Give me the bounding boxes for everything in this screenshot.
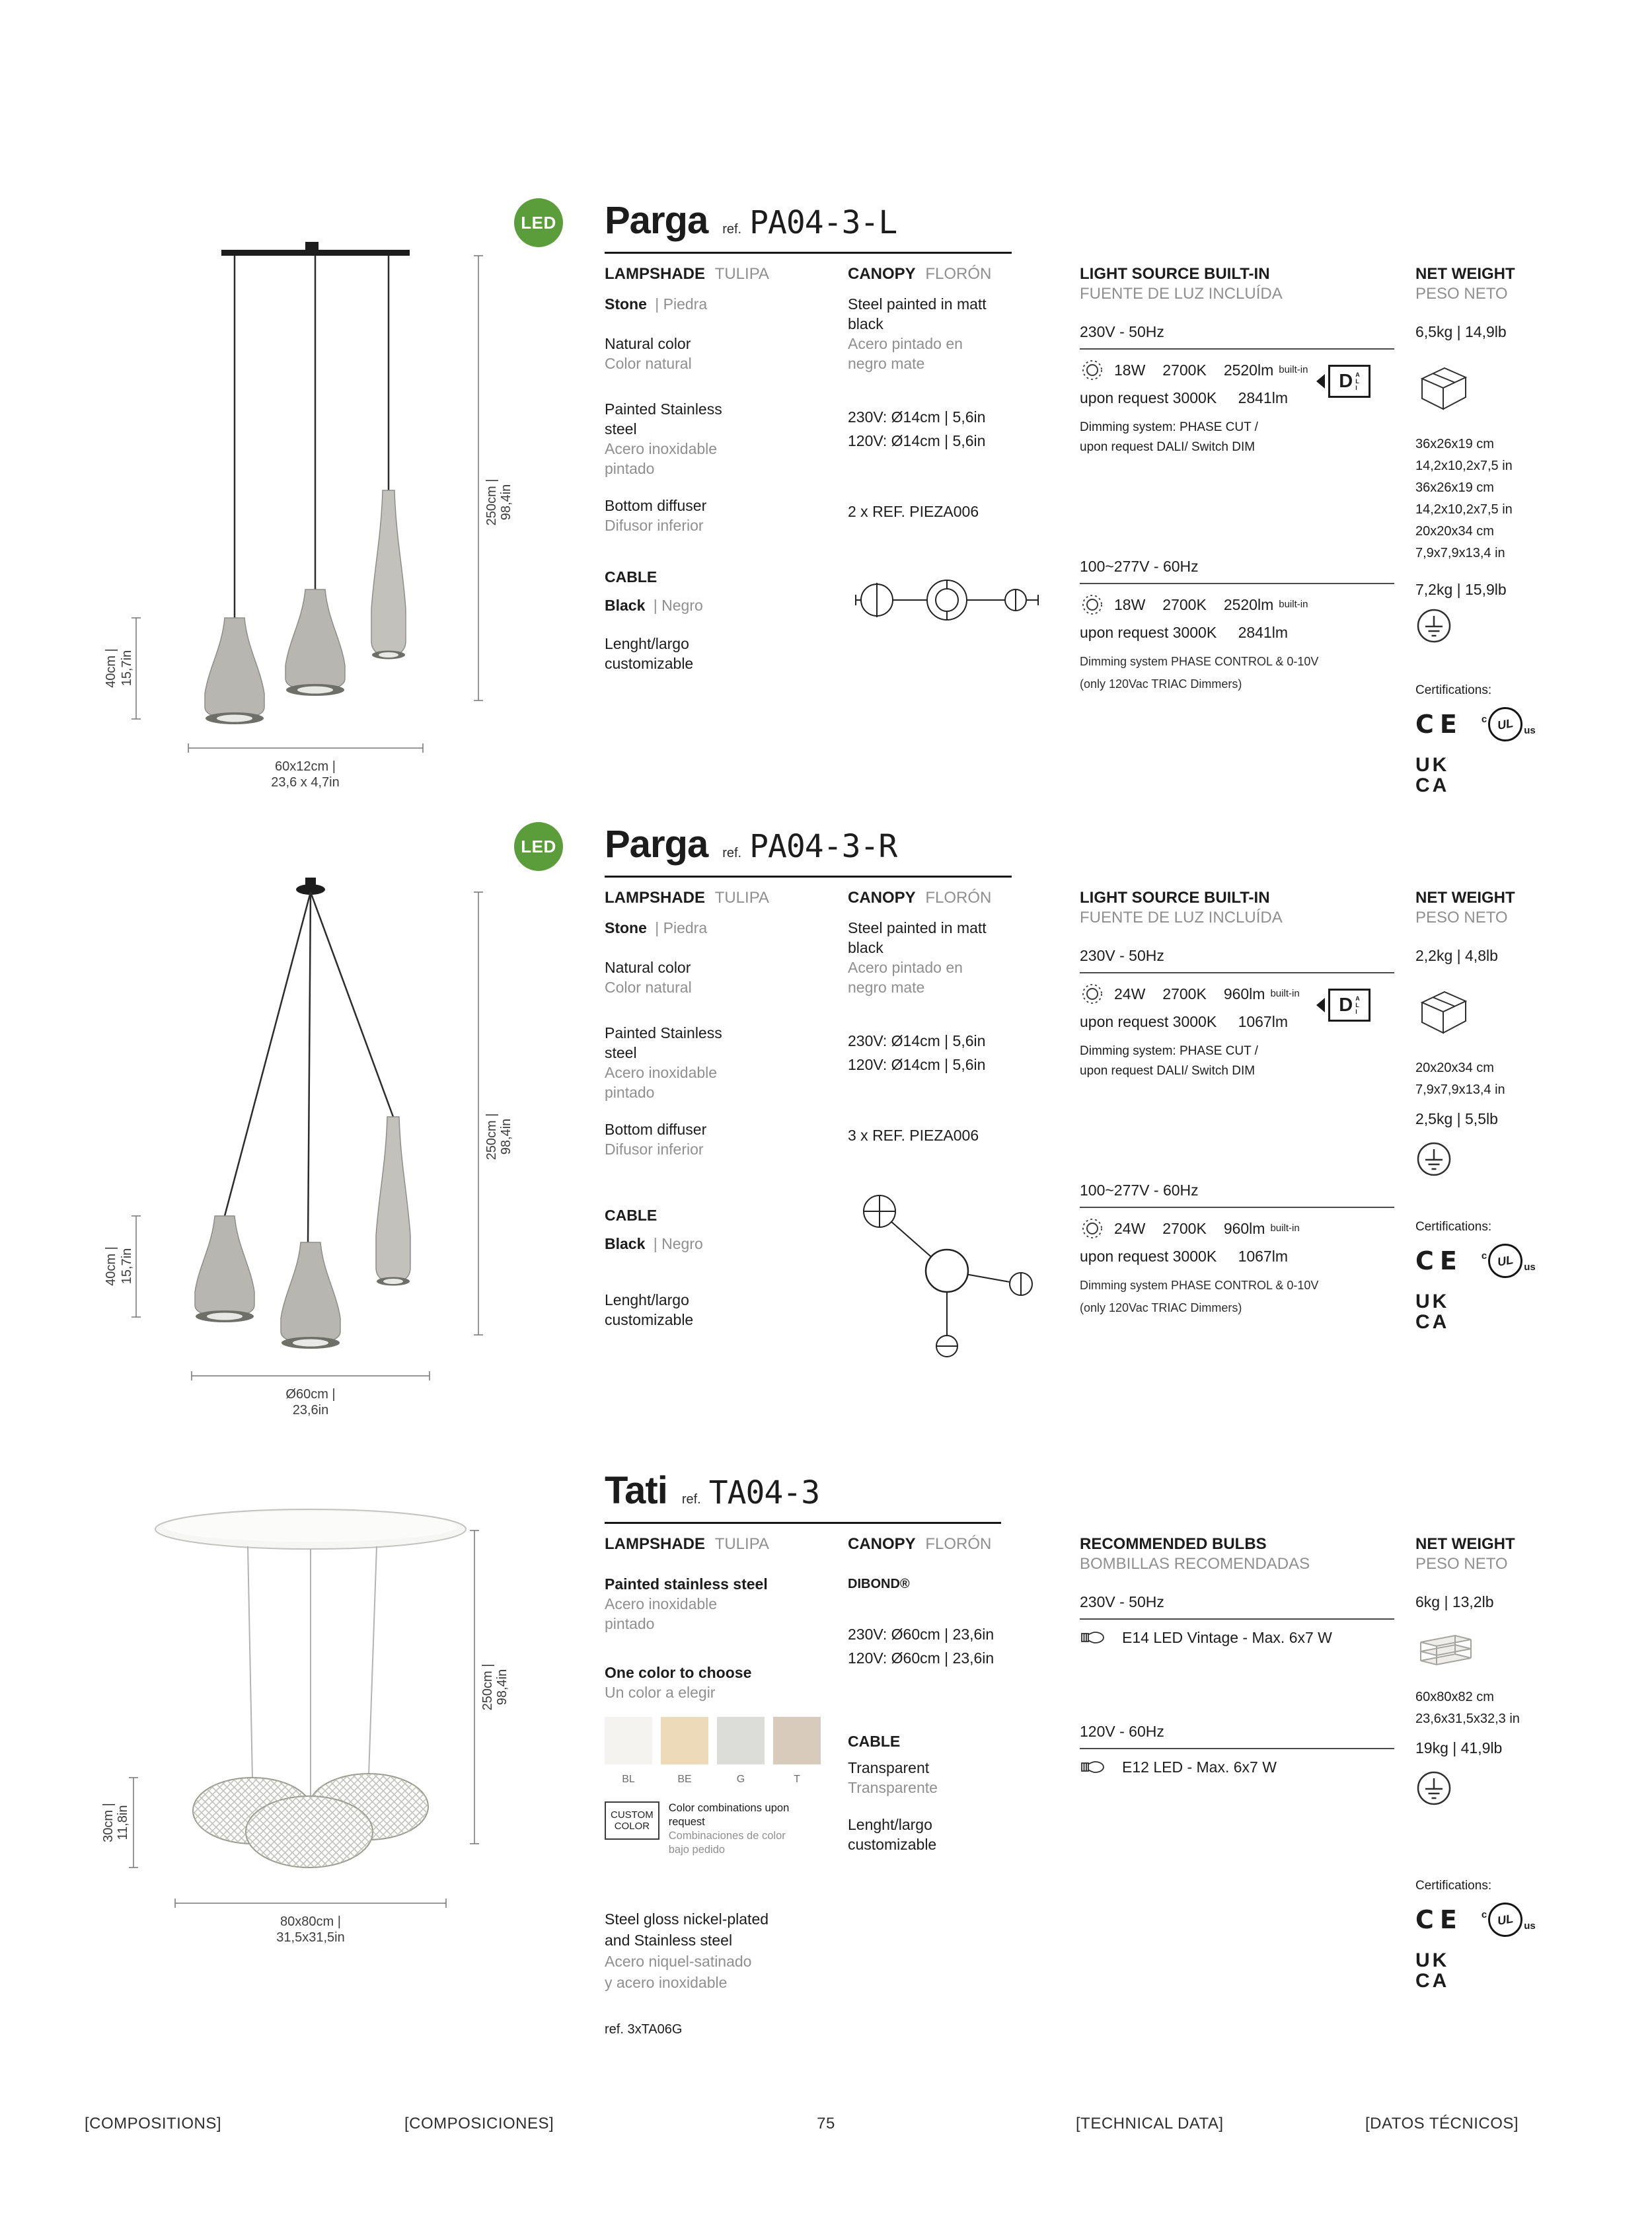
canopy-heading: CANOPY FLORÓN	[848, 889, 992, 907]
dim-label-cable: 250cm |	[484, 478, 499, 526]
cable-color-es: Transparente	[848, 1779, 938, 1796]
oval-canopy	[155, 1509, 466, 1549]
led-badge-label: LED	[521, 836, 556, 856]
upon-request-120: upon request 3000K 2841lm	[1080, 624, 1288, 641]
lampshade-column	[605, 264, 790, 673]
net-weight-value-1: 2,2kg | 4,8lb	[1415, 947, 1498, 964]
light-source-column	[1080, 264, 1394, 695]
dim-label-width: 80x80cm |	[280, 1914, 341, 1929]
custom-color-row	[605, 1801, 790, 1857]
color-swatches	[605, 1717, 800, 1790]
dimension-line-width	[188, 743, 423, 753]
canopy-size-120: 120V: Ø14cm | 5,6in	[848, 1056, 986, 1073]
slim-shade	[376, 1117, 410, 1286]
dim-label-width: 60x12cm |	[275, 759, 336, 774]
net-weight-column	[1415, 888, 1640, 1332]
cable-color-en: Transparent	[848, 1759, 930, 1776]
net-weight-heading: NET WEIGHT PESO NETO	[1415, 889, 1515, 926]
net-weight-value-2: 19kg | 41,9lb	[1415, 1739, 1503, 1756]
woven-shade-front	[246, 1796, 373, 1868]
product-name: Tati	[605, 1469, 667, 1512]
dimension-line-cable	[474, 256, 483, 700]
bell-shade-1	[205, 618, 264, 724]
voltage-100-277: 100~277V - 60Hz	[1080, 1180, 1394, 1208]
earth-ground-icon	[1415, 1141, 1452, 1178]
dim-label-shade-height: 40cm |	[104, 1246, 118, 1286]
net-weight-value-1: 6,5kg | 14,9lb	[1415, 323, 1507, 340]
ref-label: ref.	[722, 846, 742, 860]
voltage-120: 120V - 60Hz	[1080, 1721, 1394, 1749]
lampshade-material: Painted stainless steel Acero inoxidable pintado	[605, 1575, 768, 1632]
led-spec-row-230: 24W 2700K 960lm built-in	[1080, 981, 1394, 1006]
dim-label-shade-height-in: 15,7in	[120, 650, 134, 687]
voltage-230: 230V - 50Hz	[1080, 322, 1394, 350]
cable-color: Black | Negro	[605, 1235, 703, 1252]
net-weight-heading: NET WEIGHT PESO NETO	[1415, 265, 1515, 303]
bulb-row-120	[1080, 1757, 1394, 1777]
ref-label: ref.	[681, 1492, 701, 1507]
triangle-left-icon	[1316, 374, 1325, 389]
product-name: Parga	[605, 199, 708, 242]
certification-marks	[1415, 1244, 1640, 1278]
footer-technical-data: [TECHNICAL DATA]	[1076, 2115, 1224, 2133]
dim-label-cable-in: 98,4in	[495, 1669, 509, 1706]
certifications-label: Certifications:	[1415, 1220, 1492, 1234]
dim-label-shade-height: 30cm |	[101, 1803, 116, 1842]
canopy-column	[848, 264, 1046, 641]
net-weight-value-2: 7,2kg | 15,9lb	[1415, 581, 1507, 598]
package-box-icon	[1415, 361, 1471, 417]
cable-note: Lenght/largo customizable	[605, 635, 694, 672]
swatch-bl: BL	[605, 1717, 652, 1790]
dim-label-shade-height-in: 15,7in	[120, 1248, 134, 1285]
bulb-icon	[1080, 1628, 1113, 1647]
lampshade-color: Natural color Color natural	[605, 959, 692, 996]
canopy-linear-diagram	[848, 564, 1046, 636]
footer-composiciones: [COMPOSICIONES]	[404, 2115, 554, 2133]
led-module-icon	[1080, 358, 1105, 383]
canopy-heading: CANOPY FLORÓN	[848, 1535, 992, 1553]
ref-code: PA04-3-R	[749, 828, 897, 865]
dimension-line-cable	[474, 892, 483, 1335]
led-module-icon	[1080, 981, 1105, 1006]
dim-label-width: Ø60cm |	[285, 1387, 336, 1402]
product-title	[605, 822, 1012, 878]
cable-note: Lenght/largo customizable	[848, 1816, 937, 1853]
bell-shade-1	[195, 1216, 254, 1322]
dim-label-width-in: 23,6in	[292, 1403, 329, 1417]
earth-ground-icon	[1415, 1770, 1452, 1807]
ce-mark-icon: CE	[1415, 1246, 1463, 1275]
canopy-material: Steel painted in matt black Acero pintado en negro mate	[848, 295, 987, 372]
dali-dim-icon: D A L I	[1316, 989, 1370, 1022]
light-source-column	[1080, 888, 1394, 1319]
canopy-size-120: 120V: Ø60cm | 23,6in	[848, 1649, 995, 1667]
ukca-mark-icon: UK CA	[1415, 754, 1450, 796]
bell-shade-2	[285, 589, 345, 696]
dimming-note-230: Dimming system: PHASE CUT / upon request DALI/ Switch DIM	[1080, 1044, 1258, 1078]
upon-request-230: upon request 3000K 1067lm	[1080, 1013, 1288, 1030]
lampshade-diffuser: Bottom diffuser Difusor inferior	[605, 1121, 707, 1158]
upon-request-120: upon request 3000K 1067lm	[1080, 1248, 1288, 1265]
bulb-row-230	[1080, 1628, 1394, 1647]
product-title	[605, 198, 1012, 254]
bulb-icon	[1080, 1758, 1113, 1776]
dim-label-shade-height: 40cm |	[104, 648, 118, 688]
swatch-g: G	[717, 1717, 765, 1790]
net-weight-value-2: 2,5kg | 5,5lb	[1415, 1110, 1498, 1127]
shade-ref-note: ref. 3xTA06G	[605, 2022, 683, 2037]
product-title	[605, 1468, 1001, 1524]
cable-heading: CABLE	[605, 1207, 657, 1224]
net-weight-heading: NET WEIGHT PESO NETO	[1415, 1535, 1515, 1573]
certifications-label: Certifications:	[1415, 683, 1492, 697]
dim-label-cable-in: 98,4in	[499, 1118, 513, 1155]
package-box-icon	[1415, 985, 1471, 1041]
footer-datos-tecnicos: [DATOS TÉCNICOS]	[1365, 2115, 1519, 2133]
ul-mark-icon: c UL us	[1482, 1244, 1536, 1278]
canopy-heading: CANOPY FLORÓN	[848, 265, 992, 283]
lampshade-material: Stone | Piedra	[605, 919, 708, 936]
lampshade-heading-es: TULIPA	[714, 265, 769, 283]
canopy-size-230: 230V: Ø14cm | 5,6in	[848, 1032, 986, 1049]
net-weight-column	[1415, 1534, 1640, 1991]
lampshade-heading: LAMPSHADE TULIPA	[605, 1535, 769, 1553]
canopy-material: Steel painted in matt black Acero pintado en negro mate	[848, 919, 987, 996]
lampshade-column	[605, 1534, 800, 2039]
cable-note: Lenght/largo customizable	[605, 1291, 694, 1328]
product-diagram-tati	[93, 1500, 515, 1963]
net-weight-column	[1415, 264, 1640, 796]
page-number: 75	[817, 2115, 835, 2133]
pallet-icon	[1415, 1632, 1476, 1670]
led-module-icon	[1080, 1216, 1105, 1241]
slim-shade	[371, 490, 406, 660]
lampshade-steel: Steel gloss nickel-plated and Stainless steel Acero niquel-satinado y acero inoxidable	[605, 1910, 769, 1991]
ref-label: ref.	[722, 222, 742, 237]
product-name: Parga	[605, 823, 708, 866]
canopy-column	[848, 888, 1046, 1363]
bell-shade-2	[281, 1242, 340, 1349]
dimension-line-height	[129, 1778, 138, 1868]
bulbs-heading: RECOMMENDED BULBS BOMBILLAS RECOMENDADAS	[1080, 1535, 1310, 1573]
triangle-left-icon	[1316, 998, 1325, 1012]
voltage-100-277: 100~277V - 60Hz	[1080, 556, 1394, 584]
lampshade-color-choice: One color to choose Un color a elegir	[605, 1664, 752, 1701]
led-badge-label: LED	[521, 212, 556, 233]
lampshade-steel: Painted Stainless steel Acero inoxidable pintado	[605, 1024, 722, 1101]
custom-color-box: CUSTOM COLOR	[605, 1801, 659, 1840]
dim-label-width-in: 31,5x31,5in	[276, 1930, 345, 1945]
canopy-column	[848, 1534, 1046, 1854]
cable-heading: CABLE	[848, 1733, 901, 1750]
canopy-material: DIBOND®	[848, 1577, 910, 1591]
led-spec-row-230: 18W 2700K 2520lm built-in	[1080, 358, 1394, 383]
dim-label-width-in: 23,6 x 4,7in	[271, 775, 340, 790]
lampshade-diffuser: Bottom diffuser Difusor inferior	[605, 497, 707, 534]
box-dimensions: 36x26x19 cm 14,2x10,2x7,5 in 36x26x19 cm 14,2x10,2x7,5 in 20x20x34 cm 7,9x7,9x13,4 in	[1415, 437, 1513, 560]
dali-dim-icon: D A L I	[1316, 365, 1370, 398]
cable-lines	[248, 1546, 377, 1796]
dimension-line-width	[192, 1371, 430, 1380]
earth-ground-icon	[1415, 607, 1452, 644]
bulb-spec-230: E14 LED Vintage - Max. 6x7 W	[1122, 1629, 1332, 1646]
product-diagram-parga-r	[93, 872, 515, 1441]
canopy-parts-ref: 3 x REF. PIEZA006	[848, 1127, 979, 1144]
lampshade-column	[605, 888, 790, 1330]
ce-mark-icon: CE	[1415, 710, 1463, 739]
dim-label-cable-in: 98,4in	[499, 484, 513, 521]
certification-marks	[1415, 707, 1640, 741]
dimension-line-cable	[470, 1530, 479, 1844]
ref-code: PA04-3-L	[749, 204, 897, 241]
led-spec-row-120: 24W 2700K 960lm built-in	[1080, 1216, 1394, 1241]
cable-color: Black | Negro	[605, 597, 703, 614]
ul-mark-icon: c UL us	[1482, 1903, 1536, 1937]
bulb-spec-120: E12 LED - Max. 6x7 W	[1122, 1758, 1277, 1776]
led-module-icon	[1080, 592, 1105, 617]
ul-mark-icon: c UL us	[1482, 707, 1536, 741]
certification-marks	[1415, 1903, 1640, 1937]
canopy-parts-ref: 2 x REF. PIEZA006	[848, 503, 979, 520]
led-badge	[514, 198, 563, 247]
box-dimensions: 20x20x34 cm 7,9x7,9x13,4 in	[1415, 1061, 1505, 1097]
lampshade-material: Stone | Piedra	[605, 295, 708, 313]
certifications-label: Certifications:	[1415, 1879, 1492, 1893]
dim-label-cable: 250cm |	[484, 1113, 499, 1160]
ce-mark-icon: CE	[1415, 1905, 1463, 1934]
ukca-mark-icon: UK CA	[1415, 1291, 1450, 1333]
product-diagram-parga-l	[93, 238, 515, 793]
canopy-size-230: 230V: Ø60cm | 23,6in	[848, 1626, 995, 1643]
light-source-heading: LIGHT SOURCE BUILT-IN FUENTE DE LUZ INCLUÍDA	[1080, 265, 1283, 303]
ref-code: TA04-3	[708, 1474, 820, 1511]
lampshade-heading	[605, 264, 790, 284]
swatch-be: BE	[661, 1717, 708, 1790]
cable-lines	[225, 892, 393, 1242]
box-dimensions: 60x80x82 cm 23,6x31,5x32,3 in	[1415, 1690, 1520, 1726]
canopy-size-120: 120V: Ø14cm | 5,6in	[848, 432, 986, 449]
ceiling-bar	[221, 242, 410, 256]
bulbs-column	[1080, 1534, 1394, 1782]
lampshade-steel: Painted Stainless steel Acero inoxidable pintado	[605, 400, 722, 477]
led-spec-row-120: 18W 2700K 2520lm built-in	[1080, 592, 1394, 617]
voltage-230: 230V - 50Hz	[1080, 946, 1394, 973]
cable-heading: CABLE	[605, 568, 657, 585]
dimension-line-width	[175, 1899, 446, 1908]
footer-compositions: [COMPOSITIONS]	[85, 2115, 222, 2133]
lampshade-color: Natural color Color natural	[605, 335, 692, 372]
custom-color-note: Color combinations upon request Combinaciones de color bajo pedido	[668, 1802, 790, 1856]
canopy-size-230: 230V: Ø14cm | 5,6in	[848, 408, 986, 426]
dimming-note-120: Dimming system PHASE CONTROL & 0-10V (only 120Vac TRIAC Dimmers)	[1080, 1279, 1319, 1314]
lampshade-heading-en: LAMPSHADE	[605, 265, 706, 283]
dim-label-shade-height-in: 11,8in	[116, 1805, 130, 1840]
net-weight-value-1: 6kg | 13,2lb	[1415, 1593, 1494, 1610]
dim-label-cable: 250cm |	[480, 1663, 495, 1711]
swatch-t: T	[773, 1717, 821, 1790]
light-source-heading: LIGHT SOURCE BUILT-IN FUENTE DE LUZ INCLUÍDA	[1080, 889, 1283, 926]
cable-lines	[235, 256, 389, 618]
lampshade-heading: LAMPSHADE TULIPA	[605, 889, 769, 907]
upon-request-230: upon request 3000K 2841lm	[1080, 389, 1288, 406]
led-badge	[514, 822, 563, 871]
canopy-radial-diagram	[848, 1185, 1046, 1358]
ukca-mark-icon: UK CA	[1415, 1949, 1450, 1992]
dimming-note-230: Dimming system: PHASE CUT / upon request DALI/ Switch DIM	[1080, 420, 1258, 454]
dimming-note-120: Dimming system PHASE CONTROL & 0-10V (only 120Vac TRIAC Dimmers)	[1080, 655, 1319, 691]
voltage-230: 230V - 50Hz	[1080, 1592, 1394, 1620]
